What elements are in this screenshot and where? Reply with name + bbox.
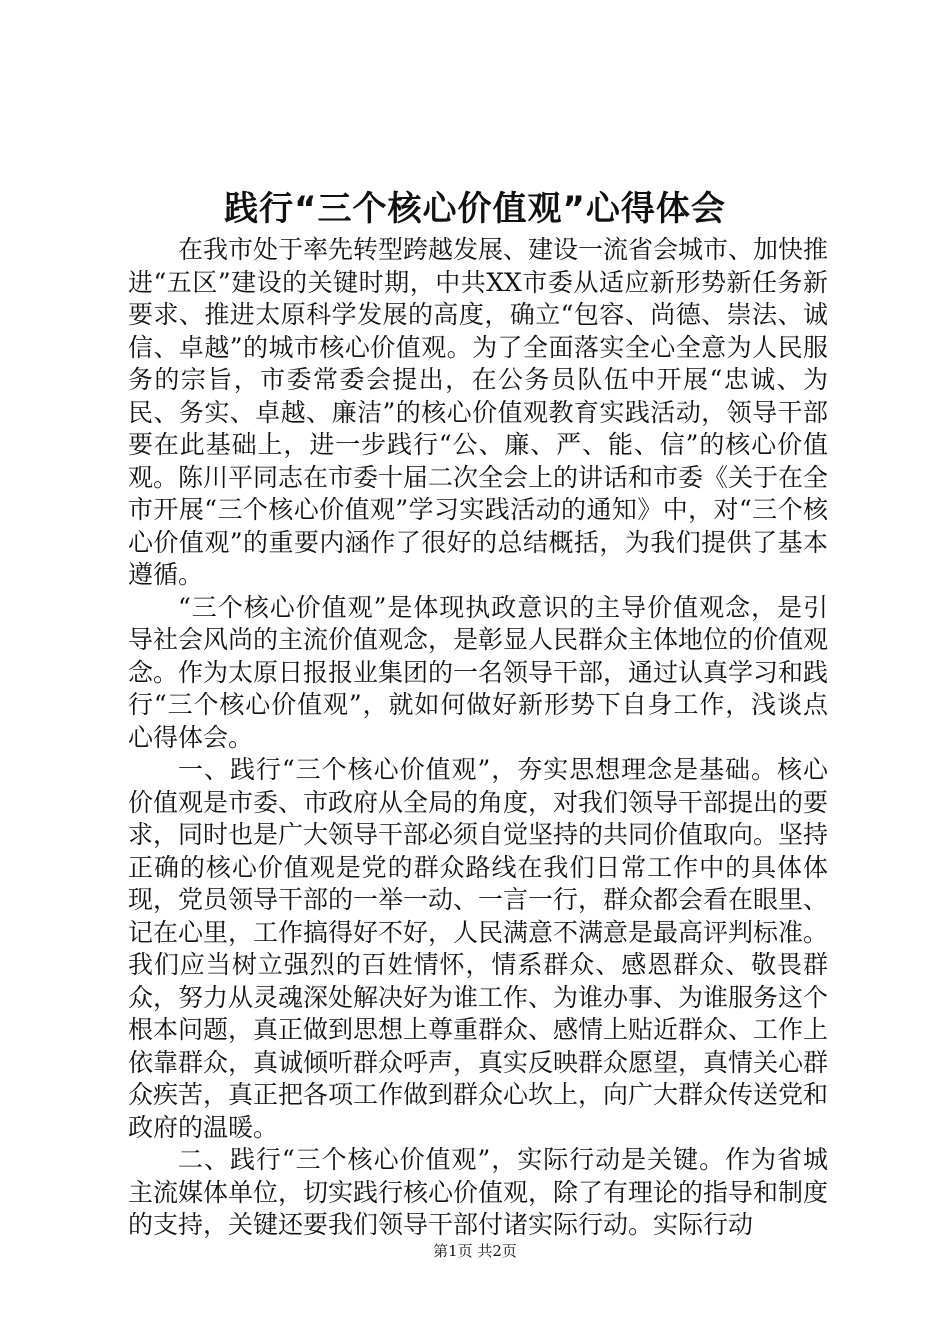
page-number-footer: 第1页 共2页 [433,1242,517,1260]
paragraph-1: 在我市处于率先转型跨越发展、建设一流省会城市、加快推进“五区”建设的关键时期，中共XX市委从适应新形势新任务新要求、推进太原科学发展的高度，确立“包容、尚德、崇法、诚信、卓越”的城市核心价值观。为了全面落实全心全意为人民服务的宗旨，市委常委会提出，在公务员队伍中开展“忠诚、为民、务实、卓越、廉洁”的核心价值观教育实践活动，领导干部要在此基础上，进一步践行“公、廉、严、能、信”的核心价值观。陈川平同志在市委十届二次全会上的讲话和市委《关于在全市开展“三个核心价值观”学习实践活动的通知》中，对“三个核心价值观”的重要内涵作了很好的总结概括，为我们提供了基本遵循。 [128,235,829,589]
paragraph-4: 二、践行“三个核心价值观”，实际行动是关键。作为省城主流媒体单位，切实践行核心价值观，除了有理论的指导和制度的支持，关键还要我们领导干部付诸实际行动。实际行动 [128,1145,829,1239]
paragraph-3: 一、践行“三个核心价值观”，夯实思想理念是基础。核心价值观是市委、市政府从全局的角度，对我们领导干部提出的要求，同时也是广大领导干部必须自觉坚持的共同价值取向。坚持正确的核心价值观是党的群众路线在我们日常工作中的具体体现，党员领导干部的一举一动、一言一行，群众都会看在眼里、记在心里，工作搞得好不好，人民满意不满意是最高评判标准。我们应当树立强烈的百姓情怀，情系群众、感恩群众、敬畏群众，努力从灵魂深处解决好为谁工作、为谁办事、为谁服务这个根本问题，真正做到思想上尊重群众、感情上贴近群众、工作上依靠群众，真诚倾听群众呼声，真实反映群众愿望，真情关心群众疾苦，真正把各项工作做到群众心坎上，向广大群众传送党和政府的温暖。 [128,755,829,1142]
document-body [128,234,828,1242]
paragraph-2: “三个核心价值观”是体现执政意识的主导价值观念，是引导社会风尚的主流价值观念，是彰显人民群众主体地位的价值观念。作为太原日报报业集团的一名领导干部，通过认真学习和践行“三个核心价值观”，就如何做好新形势下自身工作，浅谈点心得体会。 [128,592,829,752]
document-title: 践行“三个核心价值观”心得体会 [224,189,726,229]
